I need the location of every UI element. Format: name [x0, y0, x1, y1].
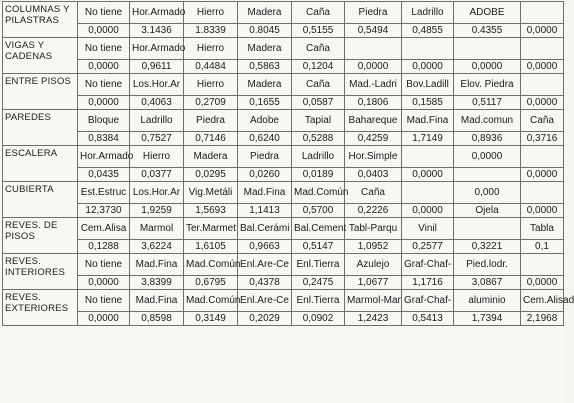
material-value-cell: 0,1 — [521, 240, 564, 254]
material-value-cell: 0,0000 — [78, 60, 130, 74]
material-name-cell — [402, 182, 454, 204]
category-label: COLUMNAS Y PILASTRAS — [3, 2, 78, 38]
material-value-cell: 0,0189 — [292, 168, 345, 182]
material-name-cell: Los.Hor.Ar — [130, 182, 184, 204]
material-value-cell: 0,5288 — [292, 132, 345, 146]
material-name-cell: Hierro — [184, 2, 238, 24]
material-name-cell: Ladrillo — [292, 146, 345, 168]
material-value-cell: 0.8045 — [238, 24, 292, 38]
material-name-cell: Madera — [238, 2, 292, 24]
material-value-cell: 0,0000 — [521, 96, 564, 110]
material-value-cell: 1,1716 — [402, 276, 454, 290]
material-name-cell: No tiene — [78, 38, 130, 60]
material-value-cell: 0,4378 — [238, 276, 292, 290]
category-name-row — [3, 182, 564, 204]
material-value-cell: 0,0000 — [521, 60, 564, 74]
material-name-cell: Hor.Armado — [130, 2, 184, 24]
material-value-cell: 0,4259 — [345, 132, 402, 146]
material-value-cell: 0,2029 — [238, 312, 292, 326]
material-name-cell: Enl.Are-Ce — [238, 254, 292, 276]
category-label: PAREDES — [3, 110, 78, 146]
category-value-row — [3, 240, 564, 254]
material-value-cell: 0,0000 — [521, 168, 564, 182]
material-name-cell: Caña — [292, 2, 345, 24]
material-value-cell: 0.4355 — [454, 24, 521, 38]
material-name-cell: Mad.comun — [454, 110, 521, 132]
material-name-cell — [521, 254, 564, 276]
material-value-cell: 0,0260 — [238, 168, 292, 182]
material-value-cell: 0,2577 — [402, 240, 454, 254]
material-name-cell: Hor.Armado — [78, 146, 130, 168]
material-name-cell: Mad.Común — [184, 254, 238, 276]
material-name-cell: Caña — [292, 74, 345, 96]
material-name-cell — [345, 38, 402, 60]
material-value-cell: 0,0000 — [521, 276, 564, 290]
material-value-cell: 0,4855 — [402, 24, 454, 38]
material-value-cell: 1.8339 — [184, 24, 238, 38]
material-value-cell: 1,5693 — [184, 204, 238, 218]
material-value-cell: 1,6105 — [184, 240, 238, 254]
category-name-row — [3, 290, 564, 312]
category-value-row — [3, 96, 564, 110]
material-name-cell: Caña — [521, 110, 564, 132]
material-value-cell: 3,8399 — [130, 276, 184, 290]
material-name-cell: 0,0000 — [454, 146, 521, 168]
category-label: REVES. DE PISOS — [3, 218, 78, 254]
material-name-cell: Hierro — [184, 74, 238, 96]
material-name-cell: Ladrillo — [130, 110, 184, 132]
material-value-cell: 0,8598 — [130, 312, 184, 326]
material-name-cell: Bal.Cement — [292, 218, 345, 240]
material-name-cell: Bloque — [78, 110, 130, 132]
material-name-cell: Marmol-Mar — [345, 290, 402, 312]
material-value-cell: 0,0000 — [402, 204, 454, 218]
material-value-cell: 0,0000 — [402, 60, 454, 74]
material-name-cell: Bov.Ladill — [402, 74, 454, 96]
category-value-row — [3, 132, 564, 146]
material-name-cell: Caña — [292, 38, 345, 60]
material-value-cell: 0,0000 — [521, 24, 564, 38]
material-name-cell: Caña — [345, 182, 402, 204]
material-name-cell: Elov. Piedra — [454, 74, 521, 96]
material-value-cell: 0,5117 — [454, 96, 521, 110]
material-value-cell: 0,6240 — [238, 132, 292, 146]
category-value-row — [3, 312, 564, 326]
construction-cost-table — [2, 1, 574, 326]
material-name-cell: Bal.Cerámi — [238, 218, 292, 240]
material-value-cell: 0,6795 — [184, 276, 238, 290]
material-name-cell: Piedra — [184, 110, 238, 132]
category-value-row — [3, 60, 564, 74]
material-value-cell: 0,5155 — [292, 24, 345, 38]
material-name-cell: Graf-Chaf- — [402, 290, 454, 312]
material-value-cell: 0,1204 — [292, 60, 345, 74]
material-name-cell — [402, 38, 454, 60]
material-name-cell: aluminio — [454, 290, 521, 312]
material-value-cell: 0,0000 — [402, 168, 454, 182]
material-name-cell: Hierro — [130, 146, 184, 168]
material-name-cell: Cem.Alisa — [78, 218, 130, 240]
material-value-cell: 0,3716 — [521, 132, 564, 146]
material-name-cell: Enl.Tierra — [292, 290, 345, 312]
material-name-cell — [521, 74, 564, 96]
category-name-row — [3, 74, 564, 96]
material-value-cell: 0,7146 — [184, 132, 238, 146]
category-value-row — [3, 24, 564, 38]
material-name-cell: Pied.lodr. — [454, 254, 521, 276]
material-name-cell: Hierro — [184, 38, 238, 60]
material-name-cell: No tiene — [78, 290, 130, 312]
material-name-cell: Mad.Fina — [130, 254, 184, 276]
material-name-cell — [521, 2, 564, 24]
material-name-cell: Ter.Marmet — [184, 218, 238, 240]
material-name-cell: Tabl-Parqu — [345, 218, 402, 240]
category-value-row — [3, 168, 564, 182]
material-value-cell: 0,5494 — [345, 24, 402, 38]
material-value-cell: 0,0295 — [184, 168, 238, 182]
material-value-cell: 0,7527 — [130, 132, 184, 146]
material-value-cell: 0,0587 — [292, 96, 345, 110]
material-value-cell: 1,0952 — [345, 240, 402, 254]
material-name-cell: ADOBE — [454, 2, 521, 24]
material-value-cell: 0,1655 — [238, 96, 292, 110]
category-label: ENTRE PISOS — [3, 74, 78, 110]
material-value-cell: 3,6224 — [130, 240, 184, 254]
category-label: REVES. INTERIORES — [3, 254, 78, 290]
material-value-cell: 0,5863 — [238, 60, 292, 74]
material-name-cell: Bahareque — [345, 110, 402, 132]
category-name-row — [3, 146, 564, 168]
material-name-cell — [521, 38, 564, 60]
material-value-cell: 0,1585 — [402, 96, 454, 110]
material-value-cell: 2,1968 — [521, 312, 564, 326]
category-label: VIGAS Y CADENAS — [3, 38, 78, 74]
material-value-cell: 0,0403 — [345, 168, 402, 182]
table-body — [3, 2, 574, 326]
material-name-cell: Vinil — [402, 218, 454, 240]
material-name-cell: Mad.-Ladri — [345, 74, 402, 96]
material-value-cell: 0,3149 — [184, 312, 238, 326]
material-value-cell: 0,1288 — [78, 240, 130, 254]
material-name-cell: Vig.Metáli — [184, 182, 238, 204]
material-value-cell: 0,2226 — [345, 204, 402, 218]
material-value-cell: 1,1413 — [238, 204, 292, 218]
category-value-row — [3, 276, 564, 290]
material-value-cell: 0,5413 — [402, 312, 454, 326]
material-value-cell: 0,0902 — [292, 312, 345, 326]
material-name-cell: Mad.Fina — [238, 182, 292, 204]
material-name-cell: Cem.Alisad — [521, 290, 564, 312]
material-value-cell: 1,7394 — [454, 312, 521, 326]
material-name-cell: Tabla — [521, 218, 564, 240]
category-label: ESCALERA — [3, 146, 78, 182]
category-name-row — [3, 110, 564, 132]
material-value-cell: 0,4063 — [130, 96, 184, 110]
material-name-cell — [521, 182, 564, 204]
material-name-cell: Enl.Are-Ce — [238, 290, 292, 312]
material-name-cell — [521, 146, 564, 168]
material-value-cell: 0,5700 — [292, 204, 345, 218]
material-value-cell: 0,2709 — [184, 96, 238, 110]
material-value-cell: 0,0000 — [78, 96, 130, 110]
material-value-cell: 0,0377 — [130, 168, 184, 182]
material-value-cell: 0,8384 — [78, 132, 130, 146]
material-name-cell: Los.Hor.Ar — [130, 74, 184, 96]
material-name-cell: Hor.Simple — [345, 146, 402, 168]
material-value-cell: 0,5147 — [292, 240, 345, 254]
material-name-cell: Mad.Común — [184, 290, 238, 312]
material-value-cell: 12,3730 — [78, 204, 130, 218]
material-value-cell: 0,4484 — [184, 60, 238, 74]
material-name-cell: Mad.Fina — [130, 290, 184, 312]
material-value-cell: 0,0000 — [521, 204, 564, 218]
material-value-cell: 0,2475 — [292, 276, 345, 290]
material-value-cell: 0,0000 — [78, 312, 130, 326]
material-value-cell: 1,0677 — [345, 276, 402, 290]
material-name-cell: No tiene — [78, 2, 130, 24]
material-name-cell — [402, 146, 454, 168]
material-name-cell: Madera — [238, 74, 292, 96]
material-name-cell: Madera — [184, 146, 238, 168]
material-value-cell: 0,9611 — [130, 60, 184, 74]
category-name-row — [3, 254, 564, 276]
material-value-cell: 0,0000 — [78, 24, 130, 38]
material-value-cell: 3,0867 — [454, 276, 521, 290]
material-value-cell: 0,0000 — [454, 60, 521, 74]
material-name-cell: Tapial — [292, 110, 345, 132]
material-name-cell: Madera — [238, 38, 292, 60]
material-value-cell: 3.1436 — [130, 24, 184, 38]
category-value-row — [3, 204, 564, 218]
material-value-cell: 0,0000 — [78, 276, 130, 290]
material-value-cell: 1,7149 — [402, 132, 454, 146]
category-name-row — [3, 2, 564, 24]
material-name-cell: Azulejo — [345, 254, 402, 276]
material-value-cell: 0,0000 — [345, 60, 402, 74]
material-name-cell: Enl.Tierra — [292, 254, 345, 276]
material-name-cell: Ladrillo — [402, 2, 454, 24]
material-name-cell: Piedra — [345, 2, 402, 24]
material-name-cell: Piedra — [238, 146, 292, 168]
category-label: REVES. EXTERIORES — [3, 290, 78, 326]
material-value-cell: 0,9663 — [238, 240, 292, 254]
material-name-cell: Marmol — [130, 218, 184, 240]
material-name-cell: Est.Estruc — [78, 182, 130, 204]
material-name-cell: Hor.Armado — [130, 38, 184, 60]
material-name-cell: No tiene — [78, 74, 130, 96]
material-value-cell: 0,0435 — [78, 168, 130, 182]
material-name-cell: Mad.Común — [292, 182, 345, 204]
material-name-cell: Adobe — [238, 110, 292, 132]
material-name-cell: Mad.Fina — [402, 110, 454, 132]
material-name-cell — [454, 218, 521, 240]
material-name-cell: No tiene — [78, 254, 130, 276]
material-name-cell: Graf-Chaf- — [402, 254, 454, 276]
material-name-cell: 0,000 — [454, 182, 521, 204]
category-label: CUBIERTA — [3, 182, 78, 218]
category-name-row — [3, 218, 564, 240]
material-value-cell — [454, 168, 521, 182]
material-value-cell: 1,2423 — [345, 312, 402, 326]
material-value-cell: 0,8936 — [454, 132, 521, 146]
material-value-cell: 0,1806 — [345, 96, 402, 110]
material-value-cell: 1,9259 — [130, 204, 184, 218]
material-value-cell: Ojela — [454, 204, 521, 218]
material-value-cell: 0,3221 — [454, 240, 521, 254]
material-name-cell — [454, 38, 521, 60]
category-name-row — [3, 38, 564, 60]
